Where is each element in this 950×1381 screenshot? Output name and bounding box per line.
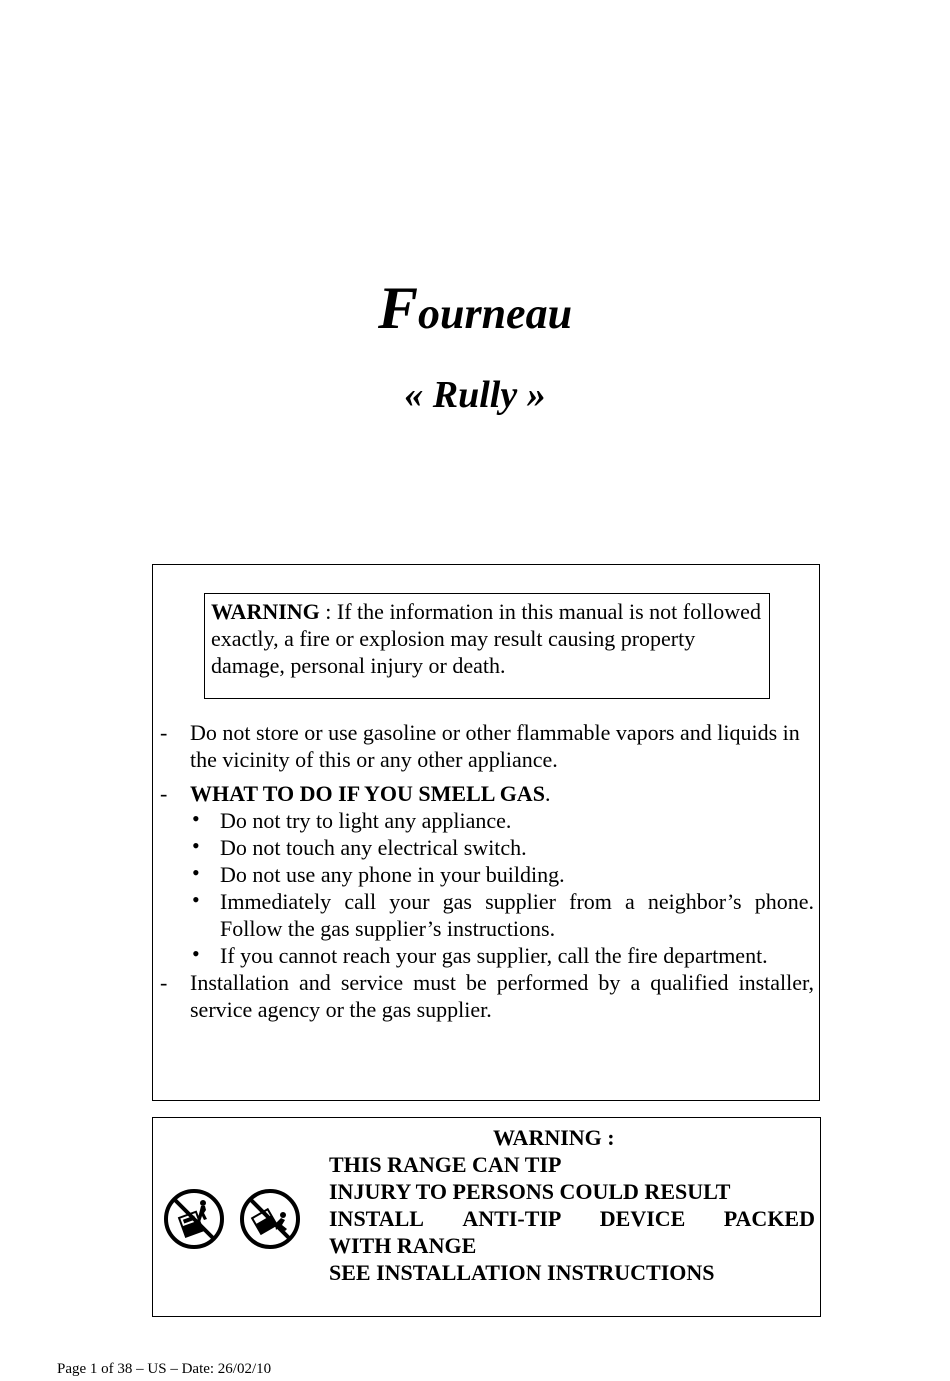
heading-period: . — [544, 781, 551, 806]
tip-line: THIS RANGE CAN TIP — [329, 1152, 562, 1177]
bullet-marker: • — [192, 887, 200, 912]
document-title — [0, 275, 950, 344]
bullet-marker: • — [192, 833, 200, 858]
tip-warning-panel — [152, 1117, 821, 1317]
title-first-letter: F — [377, 275, 418, 341]
list-item — [153, 969, 814, 1023]
tip-line: WITH RANGE — [329, 1233, 477, 1258]
bullet-marker: • — [192, 806, 200, 831]
warning-text: : If the information in this manual is not followed exactly, a fire or explosion may result causing property damage, personal injury or death. — [211, 599, 761, 678]
list-item — [153, 780, 814, 969]
tip-line — [329, 1205, 815, 1232]
bullet-text: Do not touch any electrical switch. — [220, 835, 527, 860]
tip-warning-heading: WARNING : — [493, 1125, 615, 1150]
list-item — [190, 942, 814, 969]
warning-label: WARNING — [211, 599, 320, 624]
bullet-text: If you cannot reach your gas supplier, call the fire department. — [220, 943, 768, 968]
list-item — [190, 807, 814, 834]
tip-line: INJURY TO PERSONS COULD RESULT — [329, 1179, 731, 1204]
bullet-text: Do not use any phone in your building. — [220, 862, 565, 887]
list-item — [190, 834, 814, 861]
bullet-text: Immediately call your gas supplier from a neighbor’s phone. Follow the gas supplier’s instructions. — [220, 889, 814, 941]
title-rest: ourneau — [417, 289, 573, 338]
tip-line: SEE INSTALLATION INSTRUCTIONS — [329, 1260, 715, 1285]
fire-explosion-warning-box — [204, 593, 770, 699]
safety-warning-panel — [152, 564, 820, 1101]
tip-warning-text — [329, 1151, 815, 1286]
safety-instructions-list — [153, 719, 821, 1023]
tip-word: ANTI-TIP — [462, 1206, 562, 1231]
qualified-installer-instruction: Installation and service must be performed by a qualified installer, service agency or the gas supplier. — [190, 970, 814, 1022]
bullet-text: Do not try to light any appliance. — [220, 808, 512, 833]
list-item — [190, 861, 814, 888]
tip-word: INSTALL — [329, 1206, 424, 1231]
dash-marker: - — [160, 781, 168, 806]
smell-gas-heading: WHAT TO DO IF YOU SMELL GAS — [190, 781, 545, 806]
list-item — [190, 888, 814, 942]
tip-word: PACKED — [723, 1206, 815, 1231]
no-climbing-on-door-icon — [239, 1188, 301, 1250]
tip-word: DEVICE — [599, 1206, 686, 1231]
bullet-marker: • — [192, 860, 200, 885]
dash-marker: - — [160, 970, 168, 995]
gasoline-storage-instruction: Do not store or use gasoline or other flammable vapors and liquids in the vicinity of this or any other appliance. — [190, 720, 800, 772]
no-tipping-range-icon — [163, 1188, 225, 1250]
page-footer: Page 1 of 38 – US – Date: 26/02/10 — [57, 1361, 272, 1377]
bullet-marker: • — [192, 941, 200, 966]
list-item — [153, 719, 814, 773]
dash-marker: - — [160, 720, 168, 745]
model-name: « Rully » — [404, 374, 546, 416]
